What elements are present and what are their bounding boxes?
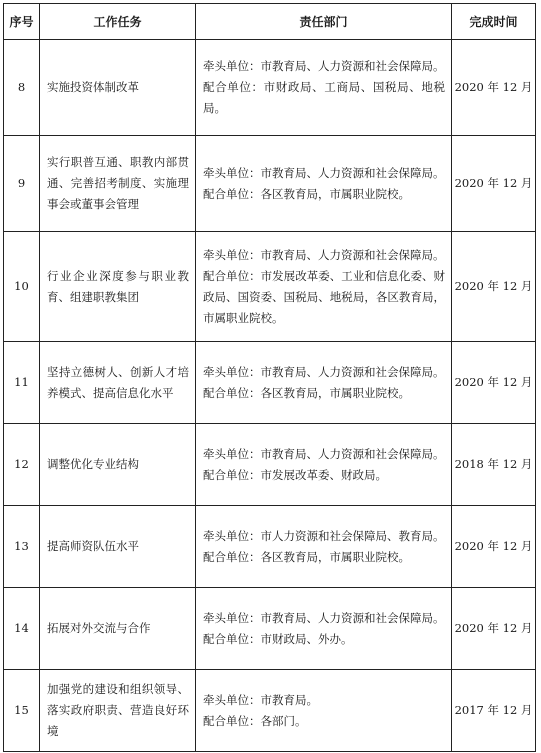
work-task-cell: 调整优化专业结构	[40, 424, 196, 506]
header-work-task: 工作任务	[40, 4, 196, 40]
lead-unit-text: 牵头单位：市教育局、人力资源和社会保障局。	[203, 59, 445, 73]
table-row	[4, 424, 536, 506]
table-header-row	[4, 4, 536, 40]
table-row	[4, 670, 536, 752]
completion-time-cell: 2018 年 12 月	[452, 424, 536, 506]
completion-time-cell: 2017 年 12 月	[452, 670, 536, 752]
lead-unit-text: 牵头单位：市教育局、人力资源和社会保障局。	[203, 446, 445, 461]
header-serial-number: 序号	[4, 4, 40, 40]
assist-unit-text: 配合单位：市财政局、工商局、国税局、地税局。	[203, 80, 445, 115]
work-task-cell: 实施投资体制改革	[40, 40, 196, 136]
lead-unit-text: 牵头单位：市教育局。	[203, 692, 318, 707]
lead-unit-text: 牵头单位：市教育局、人力资源和社会保障局。	[203, 165, 445, 180]
serial-number-cell: 15	[4, 670, 40, 752]
responsible-department-cell	[196, 232, 452, 342]
task-table	[3, 3, 536, 752]
assist-unit-text: 配合单位：各区教育局，市属职业院校。	[203, 385, 410, 400]
assist-unit-text: 配合单位：各区教育局，市属职业院校。	[203, 186, 410, 201]
responsible-department-cell	[196, 342, 452, 424]
table-row	[4, 40, 536, 136]
header-completion-time: 完成时间	[452, 4, 536, 40]
table-row	[4, 232, 536, 342]
completion-time-cell: 2020 年 12 月	[452, 506, 536, 588]
work-task-cell: 行业企业深度参与职业教育、组建职教集团	[40, 232, 196, 342]
responsible-department-cell	[196, 506, 452, 588]
completion-time-cell: 2020 年 12 月	[452, 40, 536, 136]
lead-unit-text: 牵头单位：市教育局、人力资源和社会保障局。	[203, 247, 445, 262]
serial-number-cell: 11	[4, 342, 40, 424]
completion-time-cell: 2020 年 12 月	[452, 342, 536, 424]
table-row	[4, 136, 536, 232]
lead-unit-text: 牵头单位：市人力资源和社会保障局、教育局。	[203, 528, 445, 543]
assist-unit-text: 配合单位：各区教育局，市属职业院校。	[203, 549, 410, 564]
responsible-department-cell	[196, 424, 452, 506]
serial-number-cell: 14	[4, 588, 40, 670]
work-task-cell: 实行职普互通、职教内部贯通、完善招考制度、实施理事会或董事会管理	[40, 136, 196, 232]
completion-time-cell: 2020 年 12 月	[452, 588, 536, 670]
completion-time-cell: 2020 年 12 月	[452, 136, 536, 232]
responsible-department-cell	[196, 670, 452, 752]
responsible-department-cell	[196, 136, 452, 232]
completion-time-cell: 2020 年 12 月	[452, 232, 536, 342]
serial-number-cell: 12	[4, 424, 40, 506]
lead-unit-text: 牵头单位：市教育局、人力资源和社会保障局。	[203, 364, 445, 379]
serial-number-cell: 13	[4, 506, 40, 588]
serial-number-cell: 8	[4, 40, 40, 136]
assist-unit-text: 配合单位：各部门。	[203, 713, 307, 728]
table-row	[4, 342, 536, 424]
work-task-cell: 加强党的建设和组织领导、落实政府职责、营造良好环境	[40, 670, 196, 752]
lead-unit-text: 牵头单位：市教育局、人力资源和社会保障局。	[203, 610, 445, 625]
work-task-cell: 提高师资队伍水平	[40, 506, 196, 588]
serial-number-cell: 9	[4, 136, 40, 232]
assist-unit-text: 配合单位：市财政局、外办。	[203, 631, 353, 646]
work-task-cell: 坚持立德树人、创新人才培养模式、提高信息化水平	[40, 342, 196, 424]
serial-number-cell: 10	[4, 232, 40, 342]
header-responsible-department: 责任部门	[196, 4, 452, 40]
assist-unit-text: 配合单位：市发展改革委、工业和信息化委、财政局、国资委、国税局、地税局，各区教育局，市属职业院校。	[203, 268, 445, 325]
table-row	[4, 506, 536, 588]
responsible-department-cell	[196, 588, 452, 670]
assist-unit-text: 配合单位：市发展改革委、财政局。	[203, 467, 387, 482]
responsible-department-cell	[196, 40, 452, 136]
work-task-cell: 拓展对外交流与合作	[40, 588, 196, 670]
table-row	[4, 588, 536, 670]
